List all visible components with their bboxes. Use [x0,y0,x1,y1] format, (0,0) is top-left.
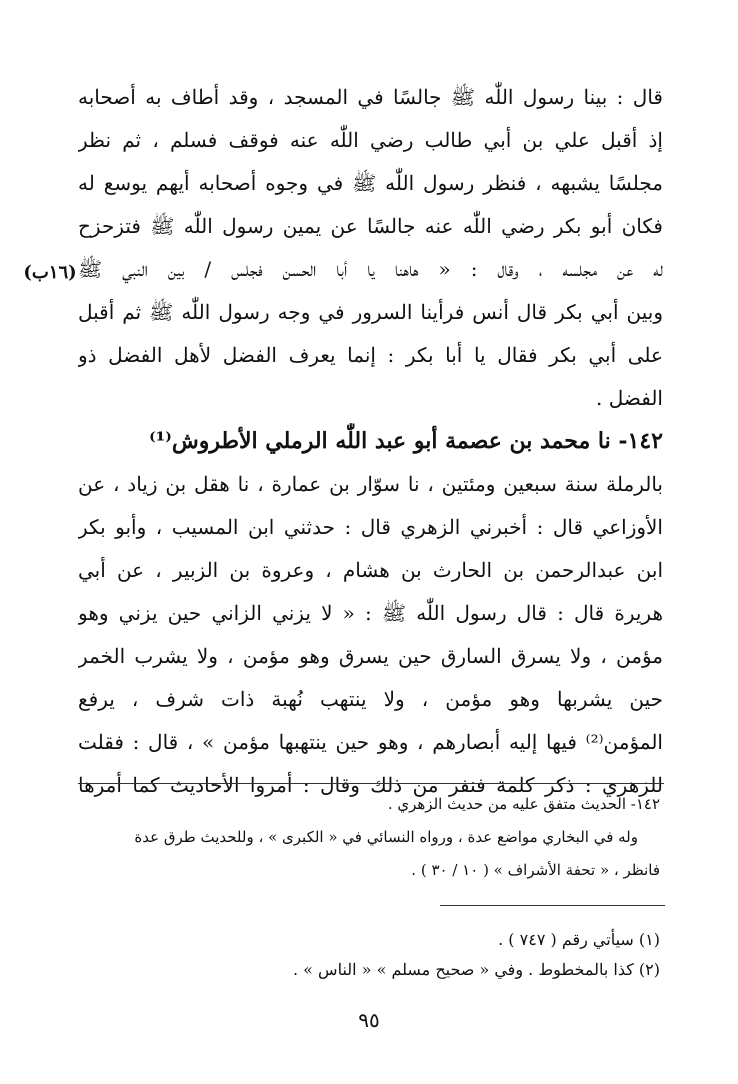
text-line: له عن مجلسه ، وقال : « هاهنا يا أبا الحسن فجلس / بين النبي ﷺ [78,257,663,281]
text-line: مؤمن ، ولا يسرق السارق حين يسرق وهو مؤمن ، ولا يشرب الخمر [78,644,663,668]
text-line: إذ أقبل علي بن أبي طالب رضي اللّٰه عنه فوقف فسلم ، ثم نظر [78,128,663,152]
page-number: ٩٥ [358,1008,380,1032]
commentary-line: وله في البخاري مواضع عدة ، ورواه النسائي في « الكبرى » ، وللحديث طرق عدة [134,828,638,846]
text-line: ابن عبدالرحمن بن الحارث بن هشام ، وعروة بن الزبير ، عن أبي [78,558,663,582]
text-line: على أبي بكر فقال يا أبا بكر : إنما يعرف الفضل لأهل الفضل ذو [78,343,663,367]
footnotes [74,925,660,985]
text-line: فكان أبو بكر رضي اللّٰه عنه جالسًا عن يمين رسول اللّٰه ﷺ فتزحزح [78,214,663,238]
text-line: الأوزاعي قال : أخبرني الزهري قال : حدثني ابن المسيب ، وأبو بكر [78,515,663,539]
narration-paragraph [78,76,663,420]
text-line: وبين أبي بكر قال أنس فرأينا السرور في وجه رسول اللّٰه ﷺ ثم أقبل [78,300,663,324]
text-line: قال : بينا رسول اللّٰه ﷺ جالسًا في المسجد ، وقد أطاف به أصحابه [78,85,663,109]
text-line: حين يشربها وهو مؤمن ، ولا ينتهب نُهبة ذات شرف ، يرفع [78,687,663,711]
text-line: للزهري : ذكر كلمة فنفر من ذلك وقال : أمروا الأحاديث كما أمرها [78,773,663,797]
footnote: (٢) كذا بالمخطوط . وفي « صحيح مسلم » « الناس » . [293,960,660,979]
text-line: بالرملة سنة سبعين ومئتين ، نا سوّار بن عمارة ، نا هقل بن زياد ، عن [78,472,663,496]
text-line: الفضل . [596,386,663,410]
footnote-divider-short [440,905,665,906]
manuscript-folio-marker: (١٦ب) [23,262,77,283]
hadith-heading: ١٤٢- نا محمد بن عصمة أبو عبد اللّٰه الرملي الأطروش⁽¹⁾ [149,428,663,454]
text-line: المؤمن⁽²⁾ فيها إليه أبصارهم ، وهو حين ينتهبها مؤمن » ، قال : فقلت [78,730,663,754]
hadith-paragraph [78,420,663,807]
text-line: هريرة قال : قال رسول اللّٰه ﷺ : « لا يزني الزاني حين يزني وهو [78,601,663,625]
footnote-divider [78,783,664,784]
footnote: (١) سيأتي رقم ( ٧٤٧ ) . [498,930,660,949]
commentary-notes [74,788,660,887]
commentary-line: ١٤٢- الحديث متفق عليه من حديث الزهري . [387,795,660,813]
commentary-line: فانظر ، « تحفة الأشراف » ( ١٠ / ٣٠ ) . [411,861,660,879]
text-line: مجلسًا يشبهه ، فنظر رسول اللّٰه ﷺ في وجوه أصحابه أيهم يوسع له [78,171,663,195]
